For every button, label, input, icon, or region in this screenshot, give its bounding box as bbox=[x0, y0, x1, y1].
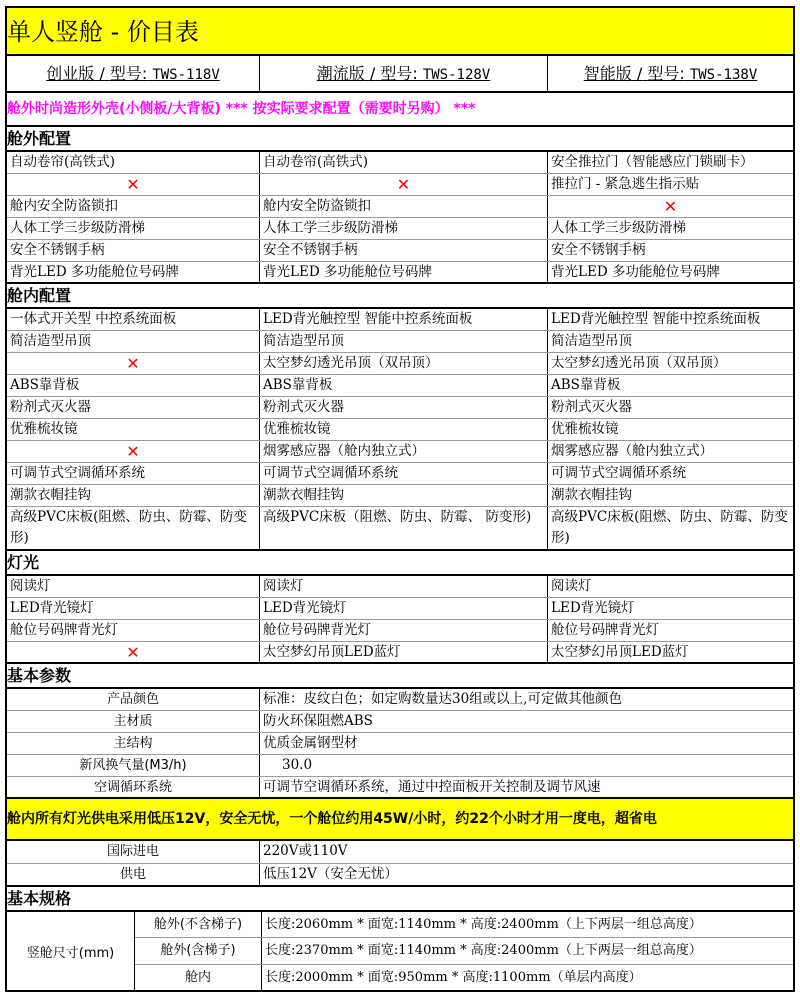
feature-cell: 背光LED 多功能舱位号码牌 bbox=[260, 262, 548, 282]
model-column-trend bbox=[260, 56, 548, 91]
spec-row bbox=[135, 965, 793, 990]
section-interior: 舱内配置 bbox=[7, 284, 793, 309]
table-row bbox=[7, 375, 793, 397]
edition-name: 潮流版 bbox=[316, 64, 365, 83]
table-row bbox=[7, 174, 793, 196]
table-row bbox=[7, 441, 793, 463]
lighting-rows bbox=[7, 576, 793, 664]
cross-icon: ✕ bbox=[7, 353, 260, 374]
feature-cell: 太空梦幻吊顶LED蓝灯 bbox=[260, 642, 548, 662]
feature-cell: 太空梦幻透光吊顶（双吊顶） bbox=[260, 353, 548, 374]
feature-cell: LED背光镜灯 bbox=[260, 598, 548, 619]
feature-cell: LED背光镜灯 bbox=[551, 600, 635, 616]
table-row bbox=[7, 463, 793, 485]
edition-name: 智能版 bbox=[583, 64, 632, 83]
table-row bbox=[7, 598, 793, 620]
feature-cell: 安全不锈钢手柄 bbox=[7, 240, 260, 261]
feature-cell: ABS靠背板 bbox=[7, 375, 260, 396]
exterior-rows bbox=[7, 152, 793, 284]
feature-cell: 可调节式空调循环系统 bbox=[551, 465, 686, 481]
price-table bbox=[5, 6, 795, 992]
param-row bbox=[7, 777, 793, 799]
feature-cell: 安全不锈钢手柄 bbox=[551, 242, 646, 258]
edition-name: 创业版 bbox=[46, 64, 95, 83]
feature-cell: 自动卷帘(高铁式) bbox=[260, 152, 548, 173]
spec-value: 长度:2370mm * 面宽:1140mm * 高度:2400mm（上下两层一组总高度） bbox=[265, 943, 702, 959]
spec-value: 长度:2060mm * 面宽:1140mm * 高度:2400mm（上下两层一组总高度） bbox=[265, 917, 702, 932]
feature-cell: 粉剂式灭火器 bbox=[551, 399, 632, 415]
feature-cell: 可调节式空调循环系统 bbox=[260, 463, 548, 484]
section-params: 基本参数 bbox=[7, 664, 793, 689]
feature-cell: 可调节式空调循环系统 bbox=[7, 463, 260, 484]
table-row bbox=[7, 196, 793, 218]
feature-cell: 太空梦幻透光吊顶（双吊顶） bbox=[551, 355, 727, 371]
model-label: 型号: bbox=[380, 64, 418, 83]
table-row bbox=[7, 485, 793, 507]
spec-value: 长度:2000mm * 面宽:950mm * 高度:1100mm（单层内高度） bbox=[265, 969, 642, 985]
table-row bbox=[7, 218, 793, 240]
spec-label: 舱外(含梯子) bbox=[135, 938, 262, 963]
separator: / bbox=[636, 64, 643, 83]
feature-cell: 高级PVC床板(阻燃、防虫、防霉、防变形) bbox=[551, 509, 788, 546]
separator: / bbox=[369, 64, 376, 83]
section-exterior: 舱外配置 bbox=[7, 127, 793, 152]
param-label: 供电 bbox=[7, 864, 260, 885]
feature-cell: LED背光触控型 智能中控系统面板 bbox=[260, 309, 548, 330]
cross-icon: ✕ bbox=[7, 174, 260, 195]
param-value: 可调节空调循环系统，通过中控面板开关控制及调节风速 bbox=[263, 779, 601, 795]
model-column-startup bbox=[7, 56, 260, 91]
feature-cell: 简洁造型吊顶 bbox=[551, 333, 632, 349]
spec-label: 舱内 bbox=[135, 965, 262, 990]
feature-cell: 烟雾感应器（舱内独立式） bbox=[260, 441, 548, 462]
param-row bbox=[7, 864, 793, 887]
param-label: 国际进电 bbox=[7, 841, 260, 863]
param-label: 产品颜色 bbox=[7, 689, 260, 710]
feature-cell: 潮款衣帽挂钩 bbox=[551, 487, 632, 503]
cross-icon: ✕ bbox=[663, 197, 678, 216]
feature-cell: 人体工学三步级防滑梯 bbox=[260, 218, 548, 239]
param-value: 标准：皮纹白色；如定购数量达30组或以上,可定做其他颜色 bbox=[263, 691, 622, 707]
table-row bbox=[7, 419, 793, 441]
spec-row bbox=[135, 938, 793, 964]
param-row bbox=[7, 733, 793, 755]
table-row bbox=[7, 507, 793, 551]
separator: / bbox=[99, 64, 105, 83]
model-column-smart bbox=[548, 56, 793, 91]
section-lighting: 灯光 bbox=[7, 551, 793, 576]
feature-cell: 优雅梳妆镜 bbox=[551, 421, 619, 437]
feature-cell: 粉剂式灭火器 bbox=[260, 397, 548, 418]
model-label: 型号: bbox=[109, 64, 148, 83]
param-label: 新风换气量(M3/h) bbox=[7, 755, 260, 776]
param-value: 30.0 bbox=[282, 757, 313, 773]
feature-cell: 简洁造型吊顶 bbox=[7, 331, 260, 352]
shell-notice: 舱外时尚造形外壳(小侧板/大背板) *** 按实际要求配置（需要时另购） *** bbox=[7, 93, 793, 127]
table-row bbox=[7, 576, 793, 598]
spec-row bbox=[135, 912, 793, 938]
feature-cell: 一体式开关型 中控系统面板 bbox=[7, 309, 260, 330]
param-label: 空调循环系统 bbox=[7, 777, 260, 797]
param-row bbox=[7, 689, 793, 711]
feature-cell: 阅读灯 bbox=[551, 578, 592, 594]
feature-cell: 背光LED 多功能舱位号码牌 bbox=[551, 264, 720, 280]
feature-cell: 潮款衣帽挂钩 bbox=[7, 485, 260, 506]
feature-cell: LED背光镜灯 bbox=[7, 598, 260, 619]
cross-icon: ✕ bbox=[7, 441, 260, 462]
model-code: TWS-128V bbox=[422, 67, 491, 83]
feature-cell: 自动卷帘(高铁式) bbox=[7, 152, 260, 173]
spec-main-label: 竖舱尺寸(mm) bbox=[7, 912, 135, 990]
table-row bbox=[7, 642, 793, 664]
table-row bbox=[7, 353, 793, 375]
param-row bbox=[7, 755, 793, 777]
model-code: TWS-118V bbox=[152, 67, 220, 83]
param-row bbox=[7, 841, 793, 864]
table-row bbox=[7, 240, 793, 262]
table-row bbox=[7, 331, 793, 353]
table-row bbox=[7, 309, 793, 331]
feature-cell: 舱内安全防盗锁扣 bbox=[260, 196, 548, 217]
table-row bbox=[7, 620, 793, 642]
cross-icon: ✕ bbox=[260, 174, 548, 195]
feature-cell: 高级PVC床板(阻燃、防虫、防霉、防变形) bbox=[7, 507, 260, 549]
model-label: 型号: bbox=[647, 64, 685, 83]
feature-cell: ABS靠背板 bbox=[551, 377, 621, 393]
param-value: 优质金属钢型材 bbox=[263, 735, 358, 751]
section-specs: 基本规格 bbox=[7, 887, 793, 912]
param-row bbox=[7, 711, 793, 733]
feature-cell: ABS靠背板 bbox=[260, 375, 548, 396]
table-row bbox=[7, 397, 793, 419]
param-label: 主结构 bbox=[7, 733, 260, 754]
feature-cell: 优雅梳妆镜 bbox=[7, 419, 260, 440]
feature-cell: 粉剂式灭火器 bbox=[7, 397, 260, 418]
table-row bbox=[7, 262, 793, 284]
feature-cell: 高级PVC床板（阻燃、防虫、防霉、 防变形) bbox=[260, 507, 548, 549]
spec-label: 舱外(不含梯子) bbox=[135, 912, 262, 937]
model-code: TWS-138V bbox=[689, 67, 758, 83]
feature-cell: 安全不锈钢手柄 bbox=[260, 240, 548, 261]
params-rows bbox=[7, 689, 793, 799]
page-title: 单人竖舱 - 价目表 bbox=[7, 8, 793, 56]
feature-cell: 阅读灯 bbox=[7, 576, 260, 597]
feature-cell: 潮款衣帽挂钩 bbox=[260, 485, 548, 506]
feature-cell: 背光LED 多功能舱位号码牌 bbox=[7, 262, 260, 282]
spec-rows bbox=[135, 912, 793, 990]
feature-cell: 优雅梳妆镜 bbox=[260, 419, 548, 440]
feature-cell: 烟雾感应器（舱内独立式） bbox=[551, 443, 713, 459]
param-label: 主材质 bbox=[7, 711, 260, 732]
feature-cell: LED背光触控型 智能中控系统面板 bbox=[551, 311, 761, 327]
spec-block bbox=[7, 912, 793, 990]
feature-cell: 人体工学三步级防滑梯 bbox=[551, 220, 686, 236]
param-value: 220V或110V bbox=[263, 843, 348, 859]
feature-cell: 阅读灯 bbox=[260, 576, 548, 597]
feature-cell: 太空梦幻吊顶LED蓝灯 bbox=[551, 644, 689, 660]
feature-cell: 舱位号码牌背光灯 bbox=[7, 620, 260, 641]
power-note: 舱内所有灯光供电采用低压12V，安全无忧，一个舱位约用45W/小时，约22个小时才用一度电，超省电 bbox=[7, 799, 793, 841]
feature-cell: 推拉门 - 紧急逃生指示贴 bbox=[551, 176, 700, 192]
feature-cell: 舱位号码牌背光灯 bbox=[260, 620, 548, 641]
power-rows bbox=[7, 841, 793, 887]
cross-icon: ✕ bbox=[7, 642, 260, 662]
model-header-row bbox=[7, 56, 793, 93]
interior-rows bbox=[7, 309, 793, 551]
feature-cell: 人体工学三步级防滑梯 bbox=[7, 218, 260, 239]
feature-cell: 安全推拉门（智能感应门锁刷卡） bbox=[551, 154, 754, 170]
feature-cell: 舱内安全防盗锁扣 bbox=[7, 196, 260, 217]
feature-cell: 舱位号码牌背光灯 bbox=[551, 622, 659, 638]
table-row bbox=[7, 152, 793, 174]
feature-cell: 简洁造型吊顶 bbox=[260, 331, 548, 352]
param-value: 低压12V（安全无忧） bbox=[263, 866, 398, 882]
param-value: 防火环保阻燃ABS bbox=[263, 713, 373, 729]
